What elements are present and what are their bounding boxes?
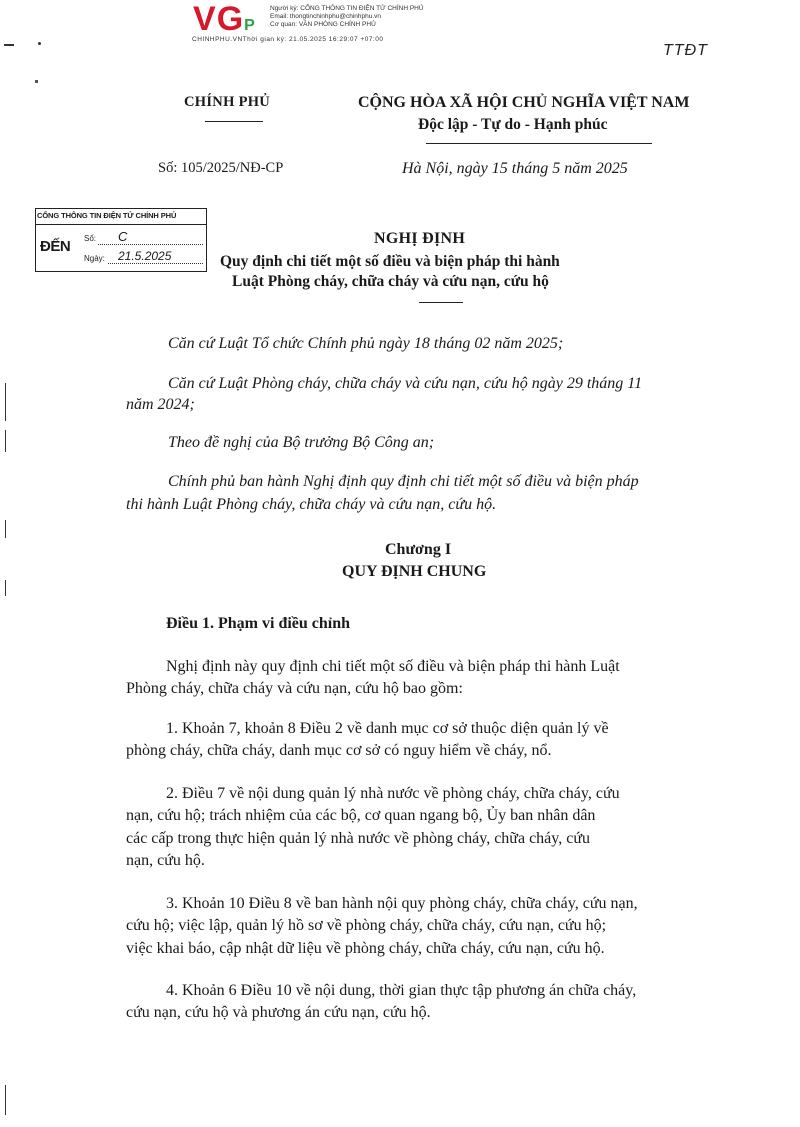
vgp-footer: CHINHPHU.VNThời gian ký: 21.05.2025 16:29:07 +07:00: [192, 36, 384, 43]
preamble-line: năm 2024;: [126, 396, 195, 413]
document-subject-line1: Quy định chi tiết một số điều và biện pháp thi hành: [220, 253, 560, 270]
paragraph-line: Phòng cháy, chữa cháy và cứu nạn, cứu hộ bao gồm:: [126, 680, 463, 697]
article-heading: Điều 1. Phạm vi điều chỉnh: [166, 615, 351, 632]
paragraph-line: 1. Khoản 7, khoản 8 Điều 2 về danh mục cơ sở thuộc diện quản lý về: [166, 720, 609, 737]
paragraph-line: các cấp trong thực hiện quản lý nhà nước về phòng cháy, chữa cháy, cứu: [126, 830, 591, 847]
paragraph-line: 2. Điều 7 về nội dung quản lý nhà nước về phòng cháy, chữa cháy, cứu: [166, 785, 620, 802]
margin-mark: [5, 520, 6, 538]
stamp-date-label: Ngày:: [84, 254, 105, 263]
margin-mark: [5, 580, 6, 596]
vgp-signer: Người ký: CỔNG THÔNG TIN ĐIỆN TỬ CHÍNH PHỦ: [270, 5, 424, 12]
document-type: NGHỊ ĐỊNH: [374, 230, 466, 247]
preamble-line: Chính phủ ban hành Nghị định quy định chi tiết một số điều và biện pháp: [168, 473, 639, 490]
divider: [426, 143, 652, 144]
vgp-agency: Cơ quan: VĂN PHÒNG CHÍNH PHỦ: [270, 21, 376, 28]
paragraph-line: cứu hộ; việc lập, quản lý hồ sơ về phòng cháy, chữa cháy, cứu nạn, cứu hộ;: [126, 917, 607, 934]
organization-name: CHÍNH PHỦ: [184, 94, 271, 110]
margin-mark: [5, 1085, 6, 1115]
paragraph-line: 4. Khoản 6 Điều 10 về nội dung, thời gian thực tập phương án chữa cháy,: [166, 982, 637, 999]
paragraph-line: cứu nạn, cứu hộ và phương án cứu nạn, cứu hộ.: [126, 1004, 431, 1021]
vgp-email: Email: thongtinchinhphu@chinhphu.vn: [270, 13, 382, 20]
preamble-line: Theo đề nghị của Bộ trưởng Bộ Công an;: [168, 434, 435, 451]
margin-mark: [35, 80, 38, 83]
divider: [98, 244, 203, 245]
stamp-title: CỔNG THÔNG TIN ĐIỆN TỬ CHÍNH PHỦ: [37, 211, 177, 220]
document-subject-line2: Luật Phòng cháy, chữa cháy và cứu nạn, cứu hộ: [232, 273, 549, 290]
divider: [35, 224, 207, 225]
paragraph-line: phòng cháy, chữa cháy, danh mục cơ sở có nguy hiểm về cháy, nổ.: [126, 742, 552, 759]
paragraph-line: nạn, cứu hộ.: [126, 852, 205, 869]
paragraph-line: việc khai báo, cập nhật dữ liệu về phòng cháy, chữa cháy, cứu nạn, cứu hộ.: [126, 940, 605, 957]
paragraph-line: Nghị định này quy định chi tiết một số điều và biện pháp thi hành Luật: [166, 658, 620, 675]
paragraph-line: 3. Khoản 10 Điều 8 về ban hành nội quy phòng cháy, chữa cháy, cứu nạn,: [166, 895, 638, 912]
stamp-number-label: Số:: [84, 234, 97, 243]
place-date: Hà Nội, ngày 15 tháng 5 năm 2025: [402, 160, 628, 177]
preamble-line: Căn cứ Luật Phòng cháy, chữa cháy và cứu nạn, cứu hộ ngày 29 tháng 11: [168, 375, 643, 392]
handwritten-note: TTĐT: [663, 42, 708, 59]
stamp-den-label: ĐẾN: [40, 238, 71, 255]
vgp-logo: VGP: [193, 0, 256, 38]
preamble-line: thi hành Luật Phòng cháy, chữa cháy và cứu nạn, cứu hộ.: [126, 496, 497, 513]
stamp-number-value: C: [118, 229, 128, 244]
vgp-signature-meta: [270, 5, 424, 29]
national-motto: Độc lập - Tự do - Hạnh phúc: [418, 116, 608, 133]
margin-mark: [5, 383, 6, 421]
margin-mark: [38, 42, 41, 45]
national-title: CỘNG HÒA XÃ HỘI CHỦ NGHĨA VIỆT NAM: [358, 94, 690, 111]
divider: [108, 263, 203, 264]
margin-mark: [5, 430, 6, 452]
margin-mark: [4, 44, 14, 46]
stamp-date-value: 21.5.2025: [118, 249, 172, 263]
chapter-title: QUY ĐỊNH CHUNG: [342, 563, 487, 580]
paragraph-line: nạn, cứu hộ; trách nhiệm của các bộ, cơ quan ngang bộ, Ủy ban nhân dân: [126, 807, 596, 824]
divider: [419, 302, 463, 303]
document-number: Số: 105/2025/NĐ-CP: [158, 160, 284, 176]
divider: [205, 121, 263, 122]
preamble-line: Căn cứ Luật Tổ chức Chính phủ ngày 18 tháng 02 năm 2025;: [168, 335, 564, 352]
chapter-number: Chương I: [385, 541, 452, 558]
